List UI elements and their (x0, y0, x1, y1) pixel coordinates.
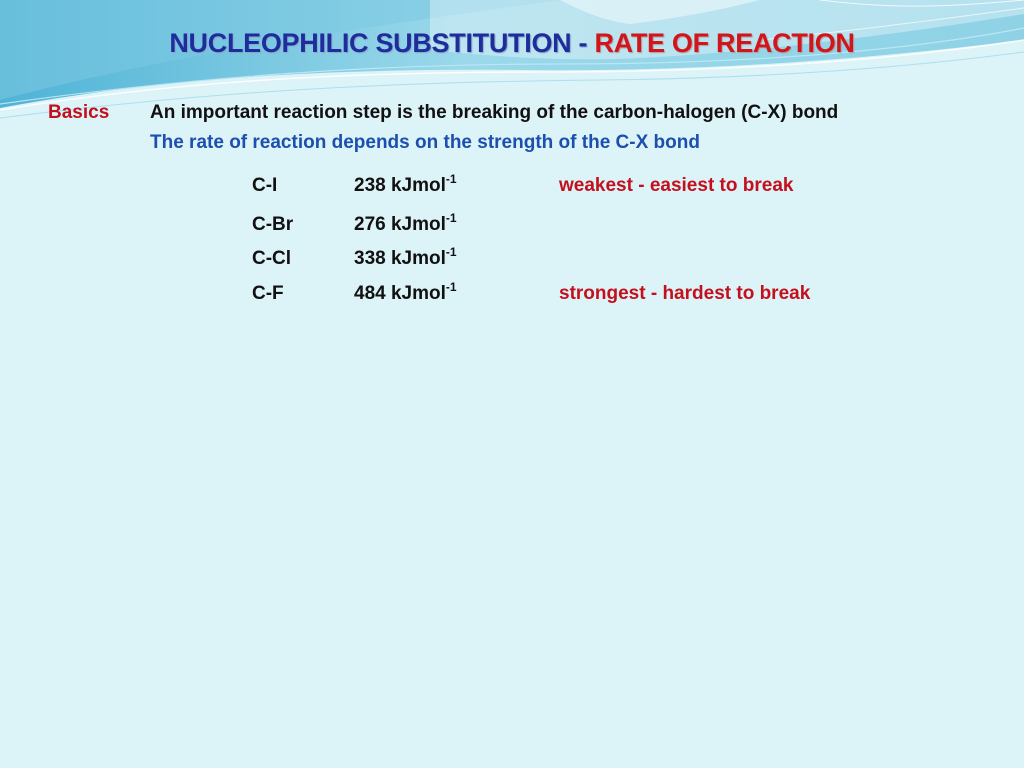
bond-energy-value: 338 kJmol (354, 248, 446, 269)
bond-energy-exponent: -1 (445, 172, 457, 186)
section-label: Basics (48, 102, 110, 123)
bond-note: weakest - easiest to break (559, 175, 794, 196)
bond-energy-exponent: -1 (445, 211, 457, 225)
title-sub: RATE OF REACTION (594, 28, 855, 58)
bond-energy-exponent: -1 (445, 245, 457, 259)
bond-energy-exponent: -1 (445, 280, 457, 294)
bond-energy-value: 484 kJmol (354, 283, 446, 304)
bond-energy-value: 238 kJmol (354, 175, 446, 196)
bond-name: C-Br (252, 214, 294, 235)
rate-line: The rate of reaction depends on the strength of the C-X bond (150, 132, 700, 153)
bond-row-c-i (0, 172, 1024, 203)
bond-energy-value: 276 kJmol (354, 214, 446, 235)
bond-energy (354, 280, 457, 305)
bond-energy (354, 172, 457, 197)
slide-title (0, 28, 1024, 59)
bond-energy (354, 245, 457, 270)
bond-row-c-br (0, 211, 1024, 242)
bond-name: C-I (252, 175, 278, 196)
bond-row-c-f (0, 280, 1024, 311)
intro-line: An important reaction step is the breaking of the carbon-halogen (C-X) bond (150, 102, 839, 123)
bond-name: C-F (252, 283, 284, 304)
bond-energy (354, 211, 457, 236)
title-main: NUCLEOPHILIC SUBSTITUTION - (169, 28, 595, 58)
bond-note: strongest - hardest to break (559, 283, 811, 304)
bond-row-c-cl (0, 245, 1024, 276)
bond-name: C-Cl (252, 248, 292, 269)
